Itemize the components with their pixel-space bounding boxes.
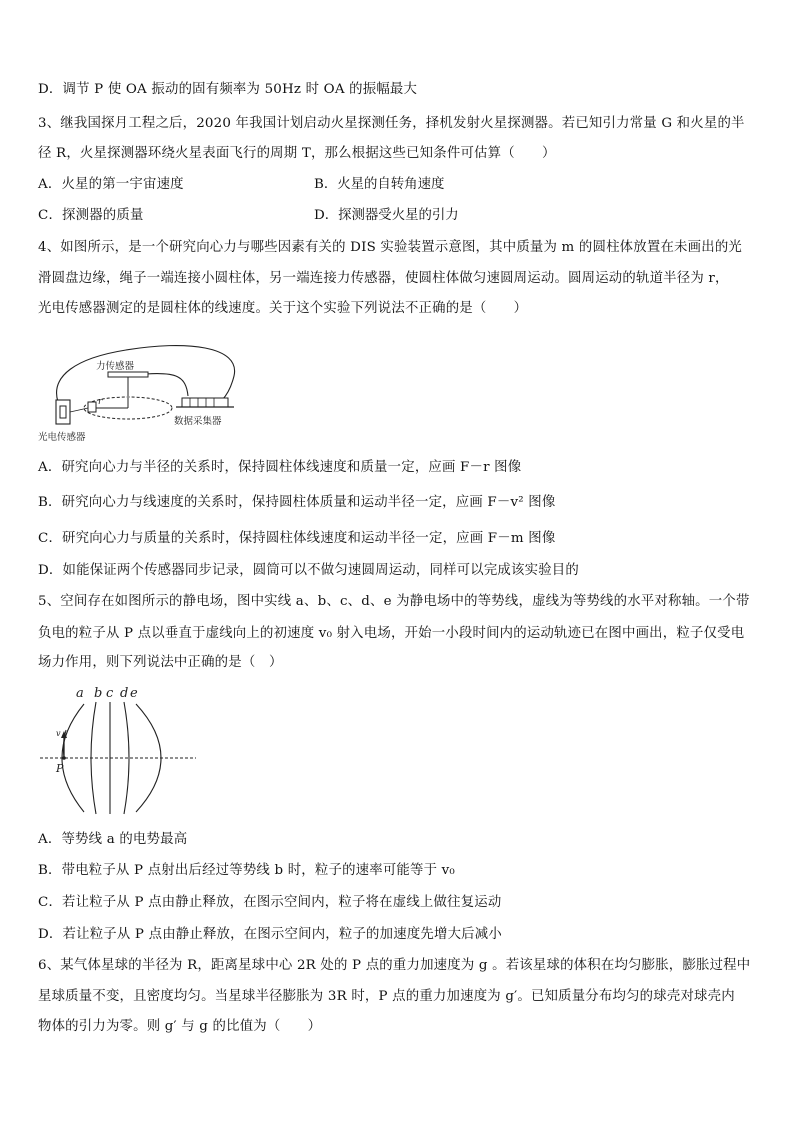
data-collector-block [182,398,228,407]
q4-option-a: A．研究向心力与半径的关系时，保持圆柱体线速度和质量一定，应画 F－r 图像 [38,460,522,475]
q4-option-c: C．研究向心力与质量的关系时，保持圆柱体线速度和运动半径一定，应画 F－m 图像 [38,531,556,546]
force-sensor-block [108,372,148,377]
line-d-label: d [120,686,129,701]
q6-stem-line3: 物体的引力为零。则 g′ 与 g 的比值为（ ） [38,1019,322,1034]
q3-stem-line1: 3、继我国探月工程之后，2020 年我国计划启动火星探测任务，择机发射火星探测器。若已知引力常量 G 和火星的半 [38,116,745,131]
q4-option-d: D．如能保证两个传感器同步记录，圆筒可以不做匀速圆周运动，同样可以完成该实验目的 [38,563,579,578]
equipotential-figure [36,684,206,816]
q2-option-d: D．调节 P 使 OA 振动的固有频率为 50Hz 时 OA 的振幅最大 [38,82,418,97]
velocity-label: v [56,729,61,738]
q5-stem-line3: 场力作用，则下列说法中正确的是（ ） [38,655,283,670]
radius-label: r [98,397,103,407]
line-b-label: b [94,686,103,701]
photo-sensor-label: 光电传感器 [38,432,86,443]
q3-stem-line2: 径 R，火星探测器环绕火星表面飞行的周期 T，那么根据这些已知条件可估算（ ） [38,146,556,161]
force-sensor-label: 力传感器 [96,361,135,372]
q5-option-a: A．等势线 a 的电势最高 [38,832,188,847]
q4-option-b: B．研究向心力与线速度的关系时，保持圆柱体质量和运动半径一定，应画 F－v² 图像 [38,495,556,510]
point-p-label: P [56,762,64,775]
q5-stem-line2: 负电的粒子从 P 点以垂直于虚线向上的初速度 v₀ 射入电场，开始一小段时间内的运动轨迹已在图中画出，粒子仅受电 [38,626,745,641]
q6-stem-line2: 星球质量不变，且密度均匀。当星球半径膨胀为 3R 时，P 点的重力加速度为 g′。已知质量分布均匀的球壳对球壳内 [38,989,735,1004]
q3-option-a: A．火星的第一宇宙速度 [38,177,184,192]
q5-option-b: B．带电粒子从 P 点射出后经过等势线 b 时，粒子的速率可能等于 v₀ [38,863,455,878]
line-a-label: a [76,686,84,701]
photo-sensor-block [56,400,70,424]
q6-stem-line1: 6、某气体星球的半径为 R，距离星球中心 2R 处的 P 点的重力加速度为 g 。若该星球的体积在均匀膨胀，膨胀过程中 [38,958,751,973]
line-c-label: c [106,686,114,701]
q5-option-c: C．若让粒子从 P 点由静止释放，在图示空间内，粒子将在虚线上做往复运动 [38,895,502,910]
q4-stem-line1: 4、如图所示，是一个研究向心力与哪些因素有关的 DIS 实验装置示意图，其中质量为 m 的圆柱体放置在未画出的光 [38,240,742,255]
q5-option-d: D．若让粒子从 P 点由静止释放，在图示空间内，粒子的加速度先增大后减小 [38,927,502,942]
q3-option-b: B．火星的自转角速度 [314,177,445,192]
dis-apparatus-figure [36,336,266,448]
data-collector-label: 数据采集器 [174,416,222,427]
line-e-label: e [130,686,138,701]
q3-option-d: D．探测器受火星的引力 [314,208,459,223]
q4-stem-line3: 光电传感器测定的是圆柱体的线速度。关于这个实验下列说法不正确的是（ ） [38,301,528,316]
q4-stem-line2: 滑圆盘边缘，绳子一端连接小圆柱体，另一端连接力传感器，使圆柱体做匀速圆周运动。圆周运动的轨道半径为 r， [38,271,729,286]
q3-option-c: C．探测器的质量 [38,208,144,223]
q5-stem-line1: 5、空间存在如图所示的静电场，图中实线 a、b、c、d、e 为静电场中的等势线，虚线为等势线的水平对称轴。一个带 [38,594,750,609]
